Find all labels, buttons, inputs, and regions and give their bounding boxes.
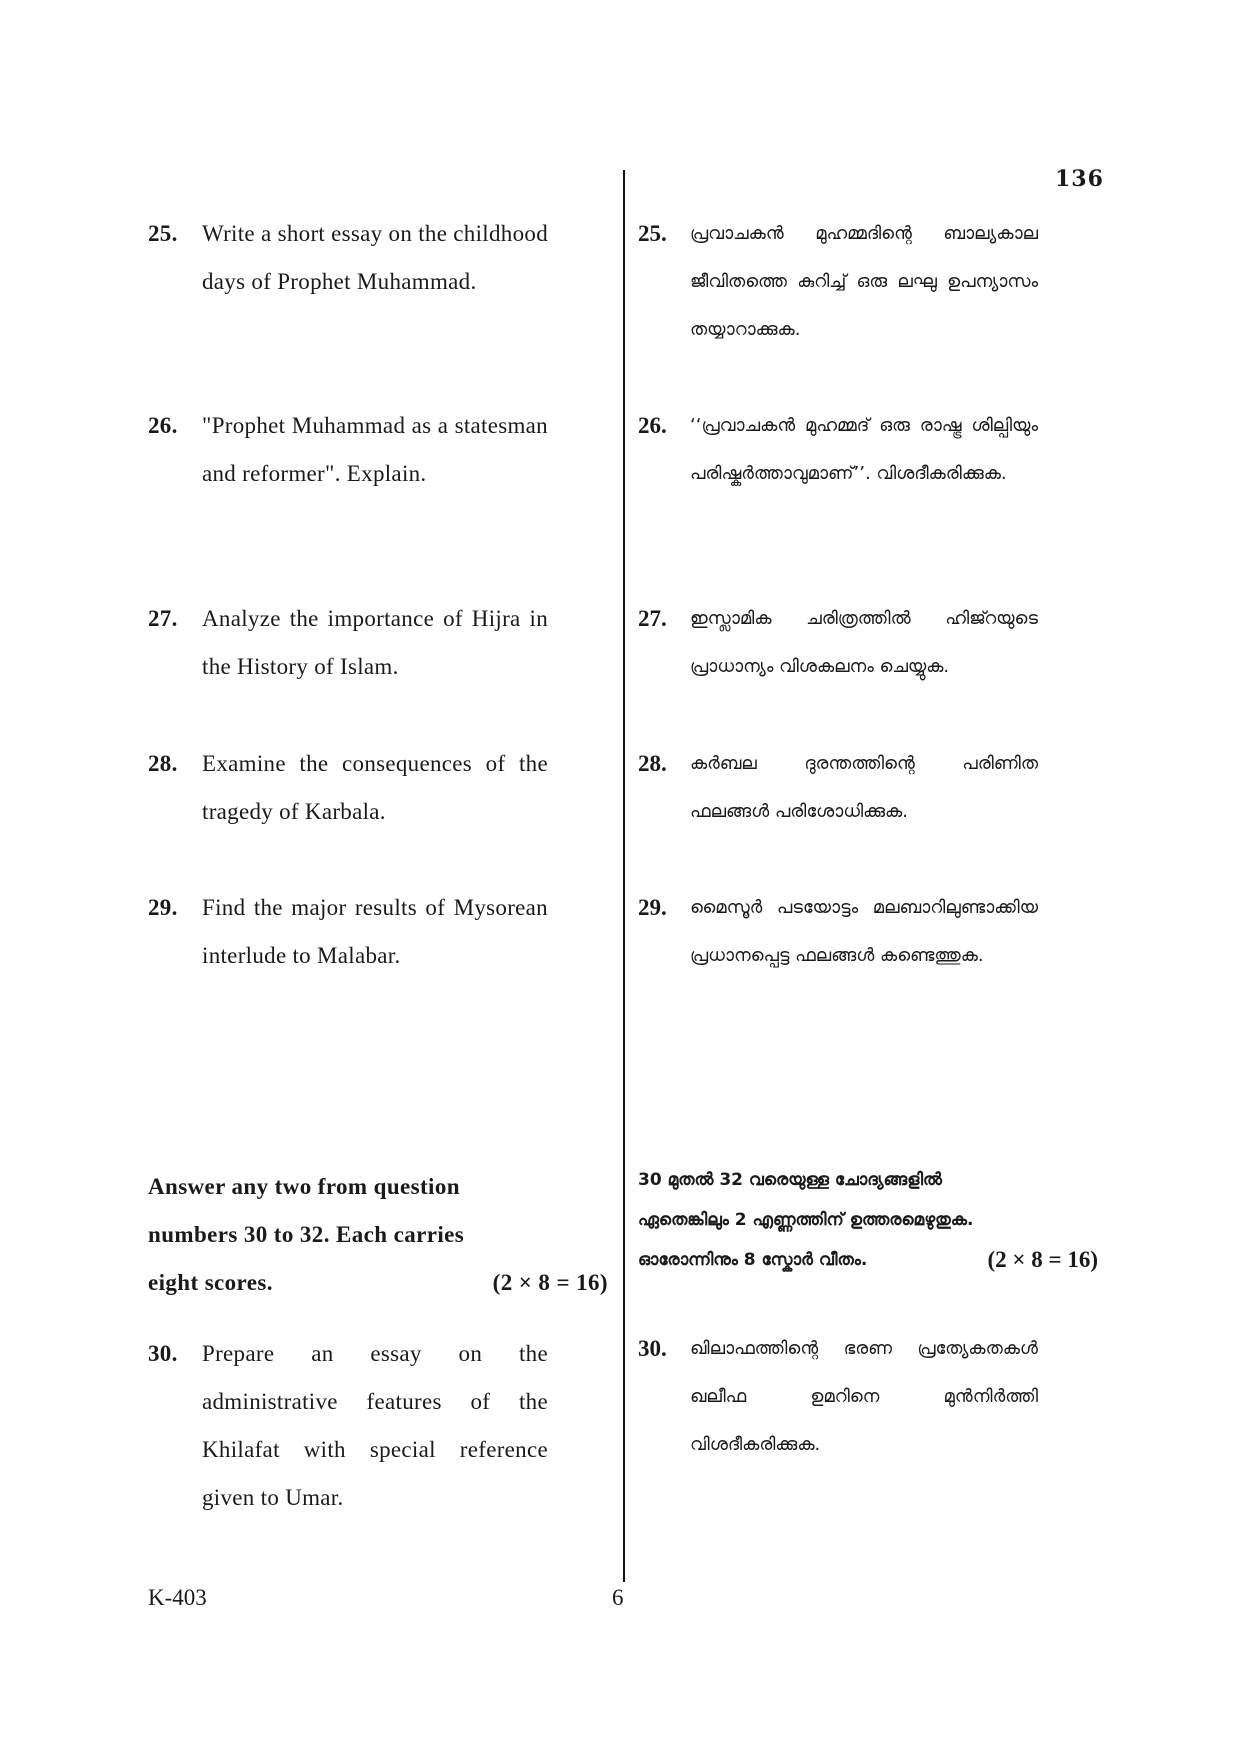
question-text: Analyze the importance of Hijra in the History of Islam. [202, 606, 548, 679]
footer-page-number: 6 [612, 1585, 624, 1610]
question-number: 28. [638, 751, 667, 776]
question-text: ഖിലാഫത്തിന്റെ ഭരണ പ്രത്യേകതകൾ ഖലീഫ ഉമറിനെ മുൻനിർത്തി വിശദീകരിക്കുക. [690, 1338, 1038, 1455]
question-text: "Prophet Muhammad as a statesman and reformer". Explain. [202, 413, 548, 486]
instruction-line-1: Answer any two from question [148, 1174, 460, 1199]
section-instruction-ml [638, 1160, 1098, 1280]
question-number: 30. [148, 1341, 178, 1366]
question-number: 28. [148, 751, 178, 776]
question-text: Examine the consequences of the tragedy of Karbala. [202, 751, 548, 824]
marks-allocation: (2 × 8 = 16) [987, 1247, 1098, 1272]
question-text: ഇസ്ലാമിക ചരിത്രത്തിൽ ഹിജ്റയുടെ പ്രാധാന്യം വിശകലനം ചെയ്യുക. [690, 608, 1038, 677]
question-number: 27. [148, 606, 178, 631]
question-text: Find the major results of Mysorean interlude to Malabar. [202, 895, 548, 968]
question-text: ‘‘പ്രവാചകൻ മുഹമ്മദ് ഒരു രാഷ്ട്ര ശില്പിയും പരിഷ്കർത്താവുമാണ്’’. വിശദീകരിക്കുക. [690, 415, 1038, 484]
instruction-line-2: numbers 30 to 32. Each carries [148, 1222, 465, 1247]
section-instruction-en [148, 1163, 608, 1307]
page-number: 136 [1055, 166, 1104, 192]
question-number: 25. [148, 221, 178, 246]
column-divider [623, 170, 625, 1582]
question-text: Write a short essay on the childhood days of Prophet Muhammad. [202, 221, 548, 294]
marks-allocation: (2 × 8 = 16) [492, 1270, 608, 1295]
question-text: Prepare an essay on the administrative features of the Khilafat with special reference given to Umar. [202, 1341, 548, 1510]
question-text: കർബല ദുരന്തത്തിന്റെ പരിണിത ഫലങ്ങൾ പരിശോധിക്കുക. [690, 753, 1038, 822]
question-text: പ്രവാചകൻ മുഹമ്മദിന്റെ ബാല്യകാല ജീവിതത്തെ കുറിച്ച് ഒരു ലഘു ഉപന്യാസം തയ്യാറാക്കുക. [690, 223, 1038, 340]
question-number: 26. [148, 413, 178, 438]
question-number: 29. [638, 895, 667, 920]
question-number: 30. [638, 1336, 667, 1361]
question-number: 27. [638, 606, 667, 631]
question-number: 26. [638, 413, 667, 438]
instruction-line-3: ഓരോന്നിനും 8 സ്കോർ വീതം. [638, 1250, 868, 1270]
instruction-line-2: ഏതെങ്കിലും 2 എണ്ണത്തിന് ഉത്തരമെഴുതുക. [638, 1210, 974, 1230]
paper-code: K-403 [148, 1585, 207, 1610]
question-number: 25. [638, 221, 667, 246]
instruction-line-1: 30 മുതൽ 32 വരെയുള്ള ചോദ്യങ്ങളിൽ [638, 1170, 942, 1190]
question-text: മൈസൂർ പടയോട്ടം മലബാറിലുണ്ടാക്കിയ പ്രധാനപ്പെട്ട ഫലങ്ങൾ കണ്ടെത്തുക. [690, 897, 1038, 966]
instruction-line-3: eight scores. [148, 1270, 273, 1295]
question-number: 29. [148, 895, 178, 920]
